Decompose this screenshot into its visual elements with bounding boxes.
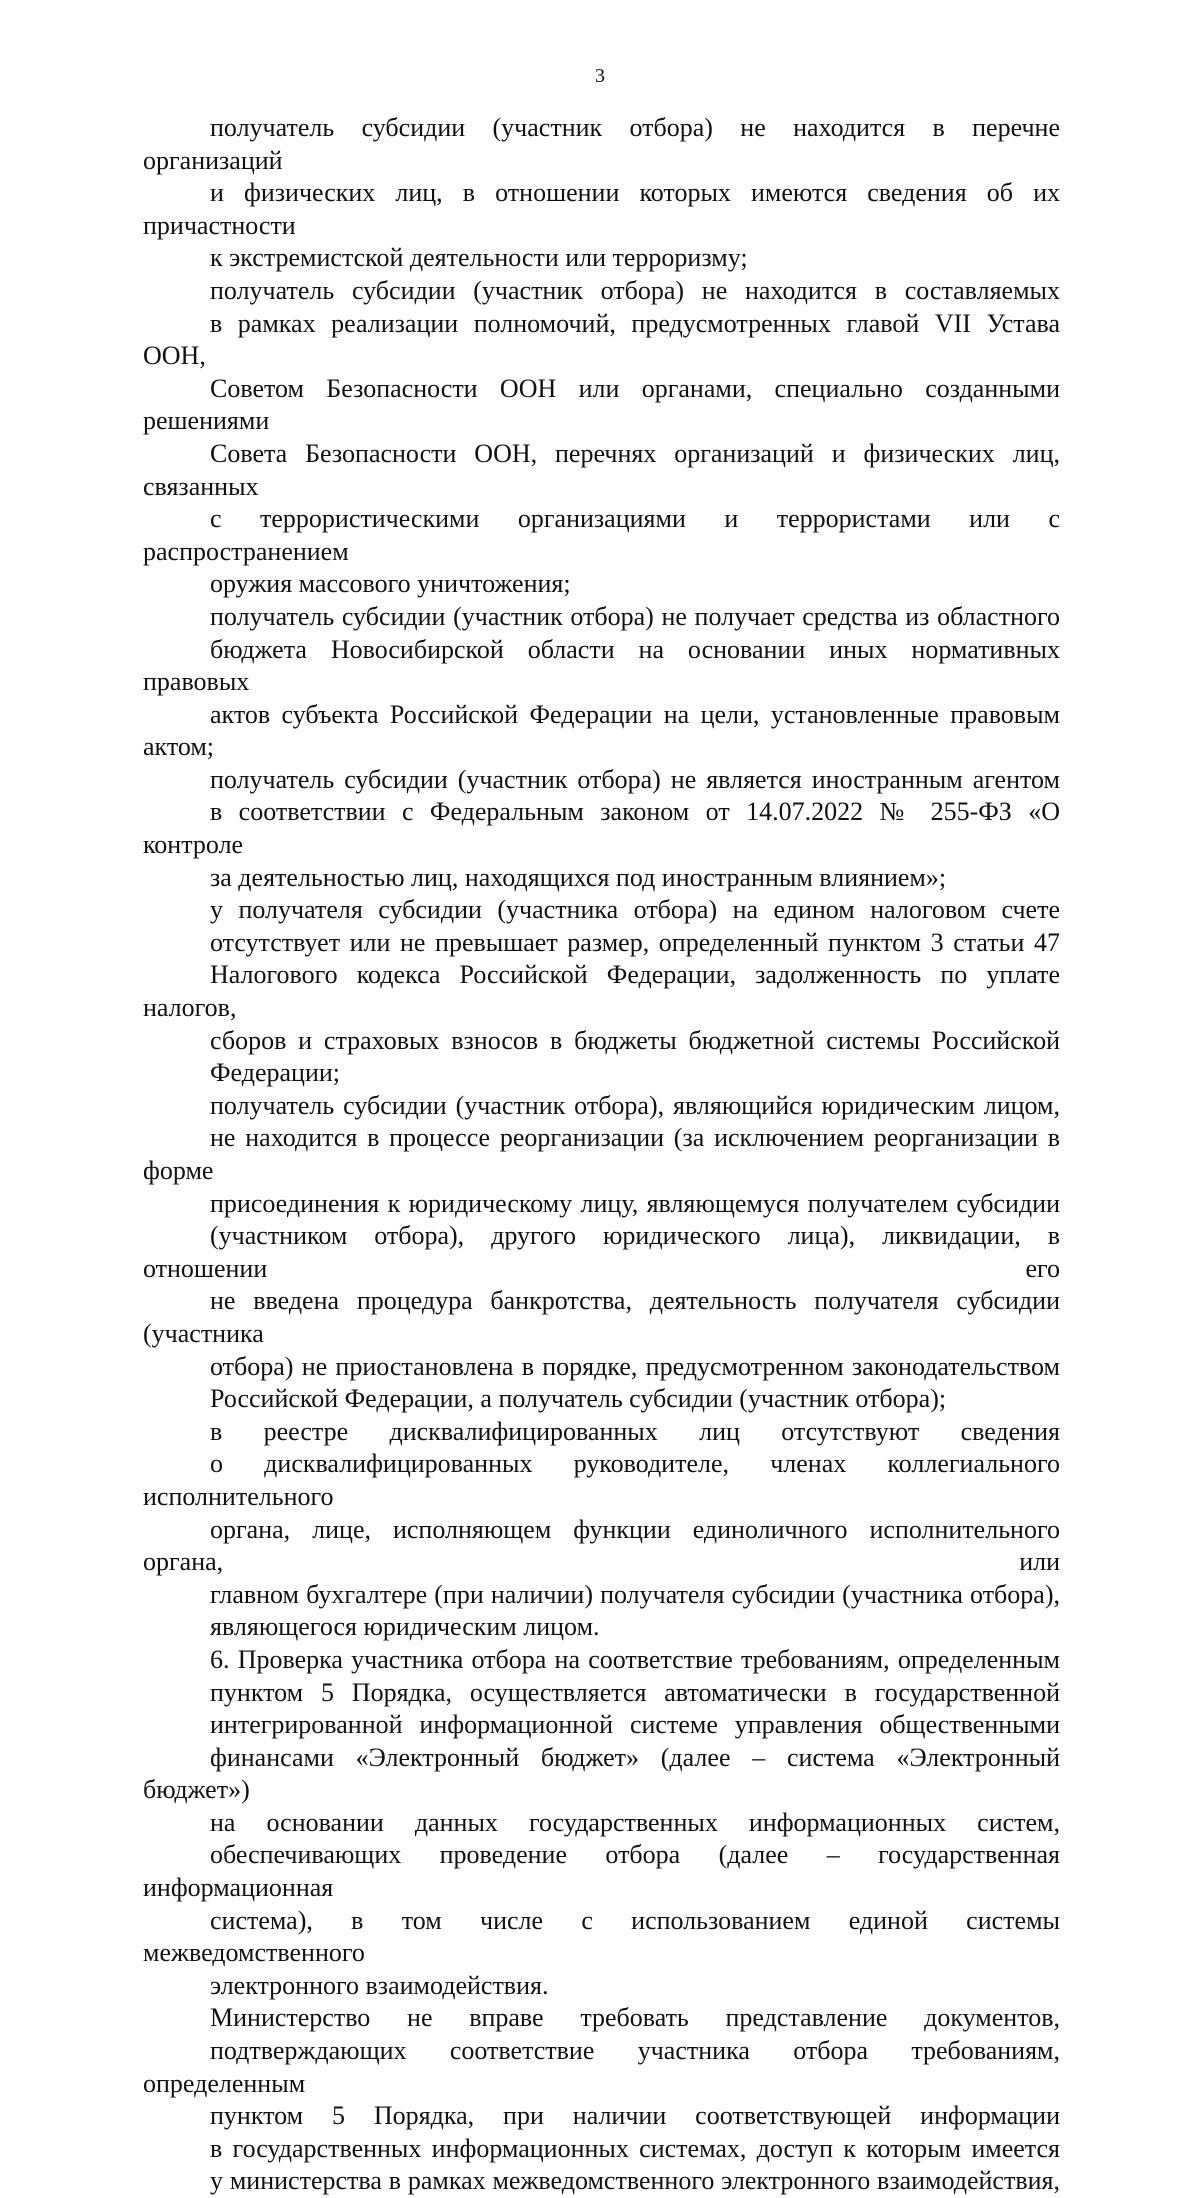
text-line: в рамках реализации полномочий, предусмотренных главой VII Устава ООН,: [143, 308, 1060, 371]
paragraph: [143, 112, 1060, 275]
paragraph: [143, 1090, 1060, 1416]
text-line: и физических лиц, в отношении которых имеются сведения об их причастности: [143, 178, 1060, 240]
paragraph: [143, 894, 1060, 1090]
text-line: у министерства в рамках межведомственного электронного взаимодействия,: [210, 2166, 1060, 2196]
text-line: электронного взаимодействия.: [210, 1970, 549, 2000]
text-line: оружия массового уничтожения;: [210, 569, 571, 599]
text-line: о дисквалифицированных руководителе, членах коллегиального исполнительного: [143, 1449, 1060, 1511]
text-line: Совета Безопасности ООН, перечнях организаций и физических лиц, связанных: [143, 438, 1060, 501]
text-line: в соответствии с Федеральным законом от 14.07.2022 № 255-ФЗ «О контроле: [143, 797, 1060, 860]
text-line: отбора) не приостановлена в порядке, предусмотренном законодательством: [210, 1351, 1060, 1381]
text-line: являющегося юридическим лицом.: [210, 1612, 600, 1642]
text-line: Российской Федерации, а получатель субсидии (участник отбора);: [210, 1384, 947, 1414]
text-line: 6. Проверка участника отбора на соответствие требованиям, определенным: [210, 1644, 1060, 1674]
text-line: в государственных информационных системах, доступ к которым имеется: [210, 2133, 1060, 2163]
text-line: не введена процедура банкротства, деятельность получателя субсидии (участника: [143, 1286, 1060, 1348]
text-line: в реестре дисквалифицированных лиц отсутствуют сведения: [210, 1416, 1060, 1446]
paragraph: [143, 275, 1060, 601]
text-line: подтверждающих соответствие участника отбора требованиям, определенным: [143, 2036, 1060, 2098]
text-line: Советом Безопасности ООН или органами, специально созданными решениями: [143, 373, 1060, 436]
text-line: Налогового кодекса Российской Федерации, задолженность по уплате налогов,: [143, 960, 1060, 1023]
paragraph: [143, 1416, 1060, 1644]
text-line: не находится в процессе реорганизации (за исключением реорганизации в форме: [143, 1123, 1060, 1185]
text-line: у получателя субсидии (участника отбора) на едином налоговом счете: [210, 895, 1060, 925]
text-line: отсутствует или не превышает размер, определенный пунктом 3 статьи 47: [210, 927, 1060, 957]
text-line: (участником отбора), другого юридического лица), ликвидации, в отношении его: [143, 1221, 1060, 1283]
text-line: с террористическими организациями и террористами или с распространением: [143, 504, 1060, 566]
text-line: Министерство не вправе требовать представление документов,: [210, 2003, 1060, 2033]
text-line: система), в том числе с использованием единой системы межведомственного: [143, 1905, 1060, 1968]
paragraph: [143, 764, 1060, 894]
text-line: на основании данных государственных информационных систем,: [210, 1807, 1060, 1837]
text-line: к экстремистской деятельности или терроризму;: [210, 243, 748, 273]
text-line: получатель субсидии (участник отбора) не находится в перечне организаций: [143, 113, 1060, 175]
text-line: за деятельностью лиц, находящихся под иностранным влиянием»;: [210, 862, 947, 892]
text-line: получатель субсидии (участник отбора) не является иностранным агентом: [210, 764, 1060, 794]
text-line: сборов и страховых взносов в бюджеты бюджетной системы Российской: [210, 1025, 1060, 1055]
text-line: актов субъекта Российской Федерации на цели, установленные правовым актом;: [143, 699, 1060, 762]
text-line: получатель субсидии (участник отбора) не находится в составляемых: [210, 275, 1060, 305]
text-line: органа, лице, исполняющем функции единоличного исполнительного органа, или: [143, 1514, 1060, 1577]
text-line: интегрированной информационной системе управления общественными: [210, 1710, 1060, 1740]
document-body: [143, 112, 1060, 2198]
paragraph: [143, 601, 1060, 764]
text-line: Федерации;: [210, 1058, 341, 1088]
text-line: получатель субсидии (участник отбора) не получает средства из областного: [210, 601, 1060, 631]
text-line: пунктом 5 Порядка, осуществляется автоматически в государственной: [210, 1677, 1060, 1707]
text-line: главном бухгалтере (при наличии) получателя субсидии (участника отбора),: [210, 1579, 1060, 1609]
text-line: обеспечивающих проведение отбора (далее – государственная информационная: [143, 1840, 1060, 1903]
paragraph: [143, 1644, 1060, 2003]
text-line: пунктом 5 Порядка, при наличии соответствующей информации: [210, 2101, 1060, 2131]
text-line: финансами «Электронный бюджет» (далее – система «Электронный бюджет»): [143, 1742, 1060, 1805]
text-line: присоединения к юридическому лицу, являющемуся получателем субсидии: [210, 1188, 1060, 1218]
page-number: 3: [595, 65, 605, 87]
text-line: получатель субсидии (участник отбора), являющийся юридическим лицом,: [210, 1090, 1060, 1120]
paragraph: [143, 2002, 1060, 2198]
text-line: бюджета Новосибирской области на основании иных нормативных правовых: [143, 634, 1060, 697]
